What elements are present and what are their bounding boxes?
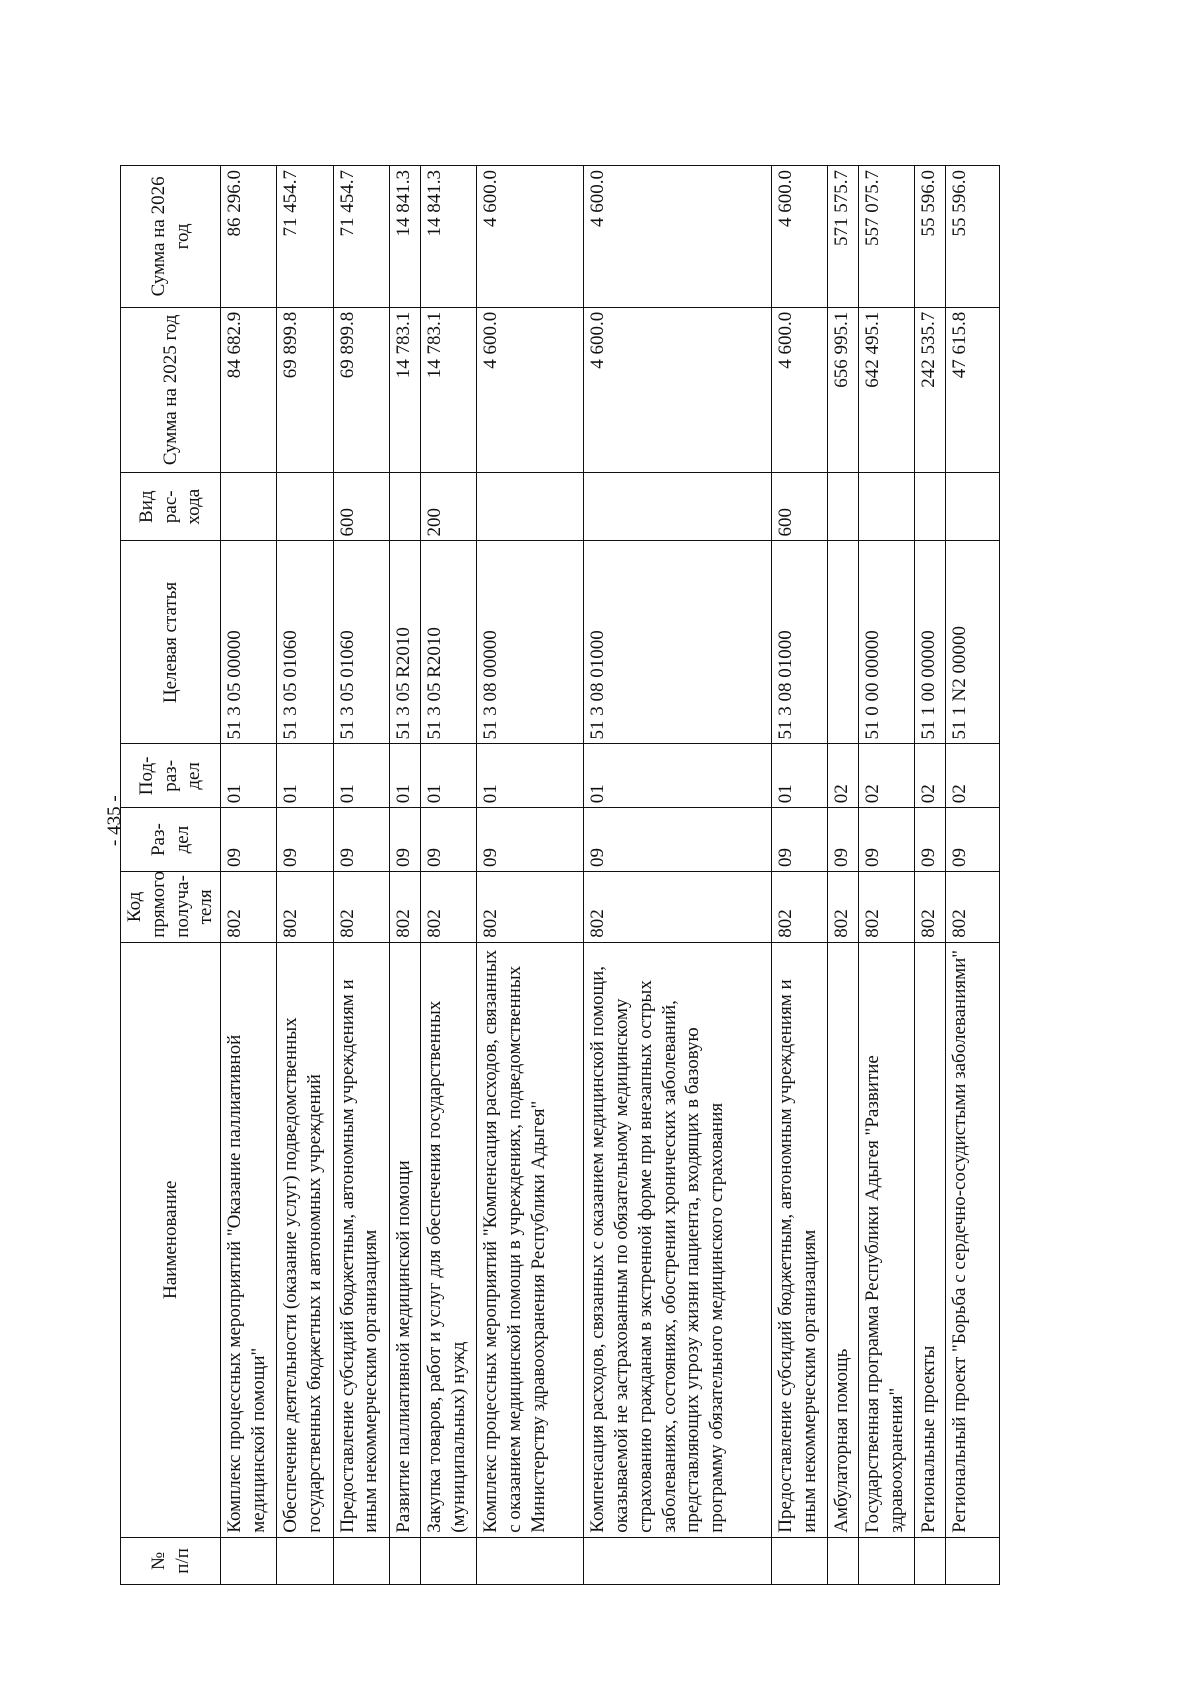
cell-sum-2025: 69 899.8: [333, 307, 389, 472]
cell-subsection: 02: [915, 744, 946, 808]
table-header-row: [121, 166, 221, 1585]
cell-recipient: 802: [946, 871, 1000, 942]
table-row: [420, 166, 476, 1585]
budget-table: [120, 165, 1000, 1585]
table-row: [277, 166, 333, 1585]
cell-target: 51 3 05 01060: [333, 541, 389, 744]
cell-expense-type: [859, 472, 915, 540]
cell-recipient: 802: [420, 871, 476, 942]
cell-expense-type: 600: [772, 472, 828, 540]
cell-target: 51 3 05 01060: [277, 541, 333, 744]
cell-name: Комплекс процессных мероприятий "Оказание паллиативной медицинской помощи": [221, 942, 277, 1537]
cell-name: Компенсация расходов, связанных с оказанием медицинской помощи, оказываемой не застрахованным по обязательному медицинскому страхованию гражданам в экстренной форме при внезапных острых заболеваниях, состояниях, обострении хронических заболеваний, представляющих угрозу жизни пациента, входящих в базовую программу обязательного медицинского страхования: [584, 942, 772, 1537]
cell-subsection: 01: [277, 744, 333, 808]
cell-sum-2025: 4 600.0: [477, 307, 584, 472]
cell-no: [828, 1537, 859, 1584]
cell-sum-2025: 69 899.8: [277, 307, 333, 472]
cell-subsection: 02: [859, 744, 915, 808]
cell-section: 09: [477, 808, 584, 872]
cell-target: 51 3 08 01000: [772, 541, 828, 744]
cell-expense-type: [389, 472, 420, 540]
cell-section: 09: [828, 808, 859, 872]
cell-target: 51 0 00 00000: [859, 541, 915, 744]
table-row: [584, 166, 772, 1585]
cell-target: 51 1 00 00000: [915, 541, 946, 744]
cell-name: Обеспечение деятельности (оказание услуг) подведомственных государственных бюджетных и автономных учреждений: [277, 942, 333, 1537]
cell-subsection: 01: [420, 744, 476, 808]
cell-section: 09: [420, 808, 476, 872]
cell-no: [389, 1537, 420, 1584]
cell-subsection: 01: [477, 744, 584, 808]
header-subsection: Под- раз- дел: [121, 744, 221, 808]
header-section: Раз- дел: [121, 808, 221, 872]
cell-sum-2026: 4 600.0: [772, 166, 828, 308]
cell-recipient: 802: [584, 871, 772, 942]
cell-recipient: 802: [221, 871, 277, 942]
table-row: [946, 166, 1000, 1585]
cell-sum-2026: 4 600.0: [584, 166, 772, 308]
cell-target: 51 1 N2 00000: [946, 541, 1000, 744]
cell-sum-2026: 71 454.7: [277, 166, 333, 308]
header-name: Наименование: [121, 942, 221, 1537]
cell-target: 51 3 05 R2010: [389, 541, 420, 744]
cell-expense-type: [946, 472, 1000, 540]
cell-sum-2025: 4 600.0: [772, 307, 828, 472]
cell-sum-2026: 14 841.3: [420, 166, 476, 308]
cell-sum-2025: 14 783.1: [389, 307, 420, 472]
cell-expense-type: 200: [420, 472, 476, 540]
cell-sum-2026: 4 600.0: [477, 166, 584, 308]
cell-recipient: 802: [859, 871, 915, 942]
cell-no: [772, 1537, 828, 1584]
cell-target: 51 3 05 R2010: [420, 541, 476, 744]
cell-subsection: 01: [772, 744, 828, 808]
table-row: [333, 166, 389, 1585]
cell-sum-2026: 71 454.7: [333, 166, 389, 308]
cell-subsection: 01: [389, 744, 420, 808]
cell-sum-2026: 86 296.0: [221, 166, 277, 308]
table-row: [221, 166, 277, 1585]
cell-section: 09: [333, 808, 389, 872]
cell-subsection: 02: [946, 744, 1000, 808]
header-expense-type: Вид рас- хода: [121, 472, 221, 540]
cell-sum-2025: 14 783.1: [420, 307, 476, 472]
cell-sum-2025: 242 535.7: [915, 307, 946, 472]
cell-no: [477, 1537, 584, 1584]
cell-name: Предоставление субсидий бюджетным, автономным учреждениям и иным некоммерческим организациям: [333, 942, 389, 1537]
cell-subsection: 01: [333, 744, 389, 808]
header-sum-2026: Сумма на 2026 год: [121, 166, 221, 308]
cell-no: [221, 1537, 277, 1584]
cell-recipient: 802: [389, 871, 420, 942]
cell-name: Государственная программа Республики Адыгея "Развитие здравоохранения": [859, 942, 915, 1537]
cell-recipient: 802: [772, 871, 828, 942]
cell-subsection: 02: [828, 744, 859, 808]
header-sum-2025: Сумма на 2025 год: [121, 307, 221, 472]
page-number: - 435 -: [104, 795, 125, 846]
cell-no: [946, 1537, 1000, 1584]
cell-sum-2025: 47 615.8: [946, 307, 1000, 472]
cell-sum-2025: 4 600.0: [584, 307, 772, 472]
header-target: Целевая статья: [121, 541, 221, 744]
cell-sum-2026: 14 841.3: [389, 166, 420, 308]
cell-subsection: 01: [221, 744, 277, 808]
cell-no: [420, 1537, 476, 1584]
table-row: [477, 166, 584, 1585]
cell-sum-2025: 656 995.1: [828, 307, 859, 472]
table-row: [828, 166, 859, 1585]
table-row: [772, 166, 828, 1585]
cell-section: 09: [772, 808, 828, 872]
budget-table-sheet: [120, 165, 1000, 1585]
cell-expense-type: [915, 472, 946, 540]
cell-sum-2025: 642 495.1: [859, 307, 915, 472]
cell-no: [333, 1537, 389, 1584]
cell-section: 09: [221, 808, 277, 872]
cell-recipient: 802: [277, 871, 333, 942]
cell-sum-2026: 55 596.0: [915, 166, 946, 308]
cell-target: [828, 541, 859, 744]
table-row: [859, 166, 915, 1585]
cell-no: [584, 1537, 772, 1584]
cell-sum-2026: 571 575.7: [828, 166, 859, 308]
cell-name: Закупка товаров, работ и услуг для обеспечения государственных (муниципальных) нужд: [420, 942, 476, 1537]
cell-no: [859, 1537, 915, 1584]
header-recipient: Код прямого получа- теля: [121, 871, 221, 942]
cell-recipient: 802: [915, 871, 946, 942]
cell-expense-type: [277, 472, 333, 540]
cell-recipient: 802: [828, 871, 859, 942]
table-row: [915, 166, 946, 1585]
cell-subsection: 01: [584, 744, 772, 808]
cell-section: 09: [859, 808, 915, 872]
cell-name: Региональные проекты: [915, 942, 946, 1537]
cell-sum-2026: 55 596.0: [946, 166, 1000, 308]
cell-name: Комплекс процессных мероприятий "Компенсация расходов, связанных с оказанием медицинской помощи в учреждениях, подведомственных Министерству здравоохранения Республики Адыгея": [477, 942, 584, 1537]
header-no: № п/п: [121, 1537, 221, 1584]
cell-name: Предоставление субсидий бюджетным, автономным учреждениям и иным некоммерческим организациям: [772, 942, 828, 1537]
cell-target: 51 3 08 00000: [477, 541, 584, 744]
cell-name: Региональный проект "Борьба с сердечно-сосудистыми заболеваниями": [946, 942, 1000, 1537]
cell-section: 09: [584, 808, 772, 872]
cell-section: 09: [389, 808, 420, 872]
cell-recipient: 802: [333, 871, 389, 942]
cell-no: [915, 1537, 946, 1584]
cell-expense-type: [477, 472, 584, 540]
cell-expense-type: 600: [333, 472, 389, 540]
cell-sum-2025: 84 682.9: [221, 307, 277, 472]
table-row: [389, 166, 420, 1585]
cell-target: 51 3 05 00000: [221, 541, 277, 744]
cell-name: Развитие паллиативной медицинской помощи: [389, 942, 420, 1537]
cell-section: 09: [915, 808, 946, 872]
cell-expense-type: [828, 472, 859, 540]
cell-expense-type: [584, 472, 772, 540]
cell-section: 09: [946, 808, 1000, 872]
cell-sum-2026: 557 075.7: [859, 166, 915, 308]
cell-expense-type: [221, 472, 277, 540]
cell-name: Амбулаторная помощь: [828, 942, 859, 1537]
cell-section: 09: [277, 808, 333, 872]
cell-recipient: 802: [477, 871, 584, 942]
cell-no: [277, 1537, 333, 1584]
cell-target: 51 3 08 01000: [584, 541, 772, 744]
